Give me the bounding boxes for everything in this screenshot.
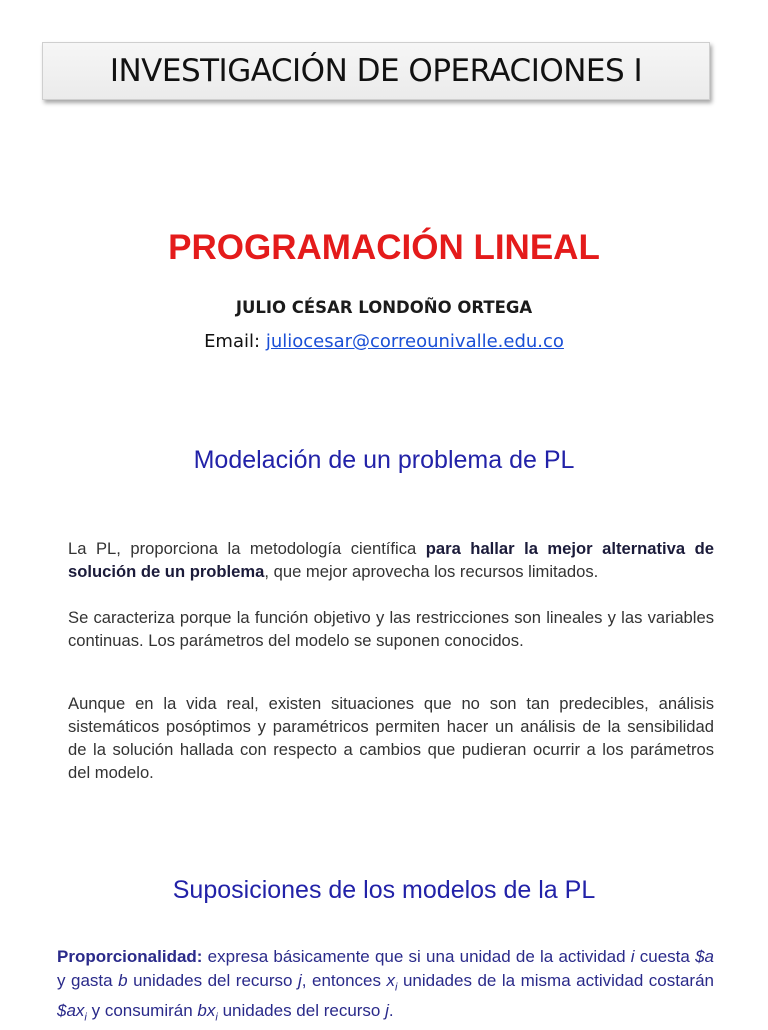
var-bx-base: bx bbox=[197, 1001, 216, 1021]
intro-text-a: La PL, proporciona la metodología científica bbox=[68, 539, 426, 558]
var-a: $a bbox=[695, 947, 714, 966]
intro-text-bold: para hallar la mejor alternativa de solución de un problema bbox=[68, 539, 714, 581]
course-title: INVESTIGACIÓN DE OPERACIONES I bbox=[109, 53, 643, 89]
var-x-base: x bbox=[386, 970, 395, 990]
document-title: PROGRAMACIÓN LINEAL bbox=[168, 228, 600, 267]
var-ax-base: $ax bbox=[57, 1001, 85, 1021]
var-ax-subscript: i bbox=[84, 1011, 87, 1024]
var-i: i bbox=[630, 947, 635, 966]
prop-text-1: expresa básicamente que si una unidad de la actividad bbox=[202, 947, 631, 966]
email-line bbox=[0, 331, 768, 352]
var-j-2: j bbox=[385, 1001, 389, 1021]
author-name: JULIO CÉSAR LONDOÑO ORTEGA bbox=[235, 298, 533, 317]
var-b: b bbox=[118, 970, 128, 990]
var-ax bbox=[57, 1001, 87, 1024]
section-title-suposiciones: Suposiciones de los modelos de la PL bbox=[172, 876, 596, 904]
var-j: j bbox=[297, 970, 302, 990]
intro-text-c: , que mejor aprovecha los recursos limitados. bbox=[264, 562, 599, 581]
section-title-modelacion: Modelación de un problema de PL bbox=[193, 446, 575, 474]
prop-text-2: cuesta bbox=[634, 947, 696, 966]
email-link[interactable]: juliocesar@correounivalle.edu.co bbox=[265, 331, 564, 352]
paragraph-characteristics: Se caracteriza porque la función objetivo y las restricciones son lineales y las variables continuas. Los parámetros del modelo se suponen conocidos. bbox=[68, 608, 714, 650]
var-x bbox=[386, 970, 398, 993]
email-label: Email: bbox=[204, 331, 261, 352]
prop-text-5: , entonces bbox=[301, 970, 387, 990]
prop-text-7: y consumirán bbox=[86, 1001, 198, 1021]
prop-text-9: . bbox=[388, 1001, 394, 1021]
prop-text-4: unidades del recurso bbox=[127, 970, 298, 990]
prop-text-3: y gasta bbox=[57, 970, 119, 990]
header-banner bbox=[42, 42, 710, 100]
paragraph-sensitivity: Aunque en la vida real, existen situaciones que no son tan predecibles, análisis sistemáticos posóptimos y paramétricos permiten hacer un análisis de la sensibilidad de la solución hallada con respecto a cambios que pudieran ocurrir a los parámetros del modelo. bbox=[68, 694, 714, 782]
paragraph-intro bbox=[68, 537, 714, 583]
var-x-subscript: i bbox=[395, 980, 398, 993]
var-bx bbox=[197, 1001, 218, 1024]
paragraph-proporcionalidad bbox=[57, 945, 714, 1030]
prop-text-6: unidades de la misma actividad costarán bbox=[397, 970, 714, 990]
term-proporcionalidad: Proporcionalidad: bbox=[57, 947, 203, 966]
prop-text-8: unidades del recurso bbox=[217, 1001, 386, 1021]
var-bx-subscript: i bbox=[215, 1011, 218, 1024]
